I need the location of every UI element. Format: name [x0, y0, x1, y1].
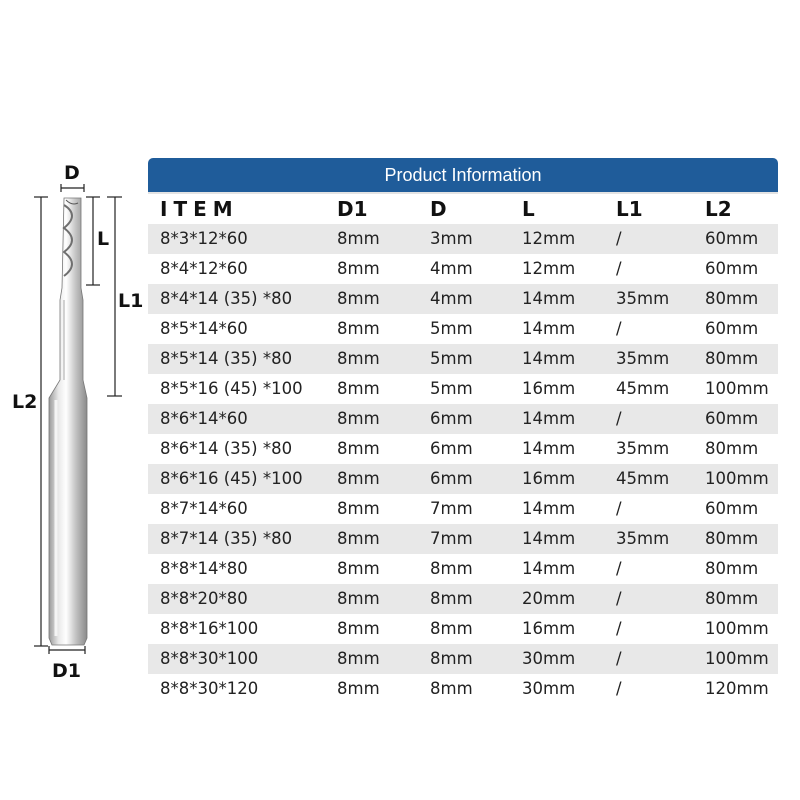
- cell-l1: 35mm: [616, 349, 670, 368]
- d-label: D: [64, 162, 80, 184]
- cell-d1: 8mm: [337, 409, 380, 428]
- cell-l2: 60mm: [705, 409, 759, 428]
- cell-l: 12mm: [522, 229, 576, 248]
- cell-l: 14mm: [522, 499, 576, 518]
- header-d: D: [430, 197, 447, 221]
- table-row: [148, 434, 778, 464]
- cell-d1: 8mm: [337, 289, 380, 308]
- cell-item: 8*4*12*60: [160, 259, 248, 278]
- cell-l2: 60mm: [705, 319, 759, 338]
- cell-l2: 60mm: [705, 499, 759, 518]
- l2-label: L2: [12, 391, 38, 413]
- cell-l1: /: [616, 559, 622, 578]
- cell-item: 8*7*14 (35) *80: [160, 529, 293, 548]
- d1-label: D1: [52, 660, 81, 682]
- cell-d: 3mm: [430, 229, 473, 248]
- cell-l: 16mm: [522, 469, 576, 488]
- table-title: Product Information: [148, 158, 778, 192]
- cell-d1: 8mm: [337, 349, 380, 368]
- cell-d1: 8mm: [337, 679, 380, 698]
- cell-l1: /: [616, 319, 622, 338]
- cell-l2: 80mm: [705, 289, 759, 308]
- l1-label: L1: [118, 290, 144, 312]
- table-row: [148, 524, 778, 554]
- end-mill-diagram: [0, 0, 145, 800]
- cell-d: 8mm: [430, 589, 473, 608]
- l-label: L: [97, 228, 110, 250]
- cell-item: 8*6*14 (35) *80: [160, 439, 293, 458]
- cell-l1: /: [616, 679, 622, 698]
- cell-l2: 100mm: [705, 379, 769, 398]
- header-d1: D1: [337, 197, 368, 221]
- table-row: [148, 584, 778, 614]
- table-row: [148, 464, 778, 494]
- cell-l: 14mm: [522, 529, 576, 548]
- d-dimension: [61, 184, 84, 192]
- table-row: [148, 374, 778, 404]
- table-row: [148, 494, 778, 524]
- cell-d1: 8mm: [337, 259, 380, 278]
- cell-l1: 35mm: [616, 289, 670, 308]
- product-info-table: [148, 158, 778, 704]
- cell-l: 14mm: [522, 289, 576, 308]
- l2-dimension: [34, 197, 48, 646]
- table-row: [148, 344, 778, 374]
- cell-d1: 8mm: [337, 319, 380, 338]
- cell-l: 14mm: [522, 439, 576, 458]
- cell-l1: /: [616, 619, 622, 638]
- table-row: [148, 554, 778, 584]
- cell-item: 8*4*14 (35) *80: [160, 289, 293, 308]
- cell-item: 8*8*30*100: [160, 649, 259, 668]
- cell-l2: 100mm: [705, 619, 769, 638]
- cell-d: 8mm: [430, 619, 473, 638]
- cell-d: 5mm: [430, 349, 473, 368]
- cell-d1: 8mm: [337, 529, 380, 548]
- table-row: [148, 224, 778, 254]
- cell-item: 8*8*16*100: [160, 619, 259, 638]
- cell-d: 4mm: [430, 259, 473, 278]
- d1-dimension: [49, 646, 85, 654]
- cell-d1: 8mm: [337, 229, 380, 248]
- cell-item: 8*8*30*120: [160, 679, 259, 698]
- cell-item: 8*6*14*60: [160, 409, 248, 428]
- cell-l2: 100mm: [705, 649, 769, 668]
- cell-d: 5mm: [430, 379, 473, 398]
- cell-l1: /: [616, 229, 622, 248]
- table-row: [148, 254, 778, 284]
- cell-l1: 35mm: [616, 439, 670, 458]
- cell-item: 8*5*16 (45) *100: [160, 379, 303, 398]
- cell-l: 20mm: [522, 589, 576, 608]
- header-l2: L2: [705, 197, 732, 221]
- cell-l: 30mm: [522, 649, 576, 668]
- cell-d: 5mm: [430, 319, 473, 338]
- table-header-row: [148, 192, 778, 224]
- tool-body: [49, 198, 87, 645]
- cell-item: 8*5*14 (35) *80: [160, 349, 293, 368]
- cell-l: 12mm: [522, 259, 576, 278]
- cell-d: 8mm: [430, 559, 473, 578]
- table-row: [148, 284, 778, 314]
- cell-item: 8*7*14*60: [160, 499, 248, 518]
- table-row: [148, 614, 778, 644]
- cell-l1: /: [616, 499, 622, 518]
- table-body: [148, 224, 778, 704]
- cell-item: 8*8*20*80: [160, 589, 248, 608]
- cell-d1: 8mm: [337, 649, 380, 668]
- cell-l: 30mm: [522, 679, 576, 698]
- header-l1: L1: [616, 197, 643, 221]
- cell-item: 8*6*16 (45) *100: [160, 469, 303, 488]
- cell-item: 8*5*14*60: [160, 319, 248, 338]
- cell-l: 14mm: [522, 349, 576, 368]
- cell-d1: 8mm: [337, 439, 380, 458]
- cell-l: 14mm: [522, 559, 576, 578]
- cell-l2: 80mm: [705, 529, 759, 548]
- cell-d: 6mm: [430, 409, 473, 428]
- cell-d1: 8mm: [337, 559, 380, 578]
- table-row: [148, 314, 778, 344]
- header-l: L: [522, 197, 535, 221]
- cell-l1: /: [616, 409, 622, 428]
- table-row: [148, 404, 778, 434]
- header-item: ITEM: [160, 197, 239, 221]
- cell-l2: 80mm: [705, 349, 759, 368]
- cell-d: 7mm: [430, 529, 473, 548]
- cell-d1: 8mm: [337, 469, 380, 488]
- cell-l: 14mm: [522, 319, 576, 338]
- cell-l2: 100mm: [705, 469, 769, 488]
- cell-l2: 60mm: [705, 259, 759, 278]
- cell-d: 6mm: [430, 439, 473, 458]
- cell-d: 6mm: [430, 469, 473, 488]
- table-row: [148, 644, 778, 674]
- cell-l2: 80mm: [705, 559, 759, 578]
- cell-d1: 8mm: [337, 619, 380, 638]
- cell-item: 8*3*12*60: [160, 229, 248, 248]
- cell-l2: 80mm: [705, 439, 759, 458]
- cell-d: 8mm: [430, 649, 473, 668]
- cell-l1: /: [616, 259, 622, 278]
- cell-l: 16mm: [522, 619, 576, 638]
- cell-l1: 45mm: [616, 379, 670, 398]
- cell-l1: 45mm: [616, 469, 670, 488]
- cell-d1: 8mm: [337, 499, 380, 518]
- table-row: [148, 674, 778, 704]
- cell-d: 8mm: [430, 679, 473, 698]
- cell-d: 4mm: [430, 289, 473, 308]
- cell-l2: 80mm: [705, 589, 759, 608]
- cell-d: 7mm: [430, 499, 473, 518]
- cell-l: 16mm: [522, 379, 576, 398]
- cell-l1: /: [616, 589, 622, 608]
- cell-d1: 8mm: [337, 589, 380, 608]
- cell-l: 14mm: [522, 409, 576, 428]
- cell-l2: 120mm: [705, 679, 769, 698]
- cell-l1: /: [616, 649, 622, 668]
- cell-l2: 60mm: [705, 229, 759, 248]
- cell-d1: 8mm: [337, 379, 380, 398]
- cell-item: 8*8*14*80: [160, 559, 248, 578]
- cell-l1: 35mm: [616, 529, 670, 548]
